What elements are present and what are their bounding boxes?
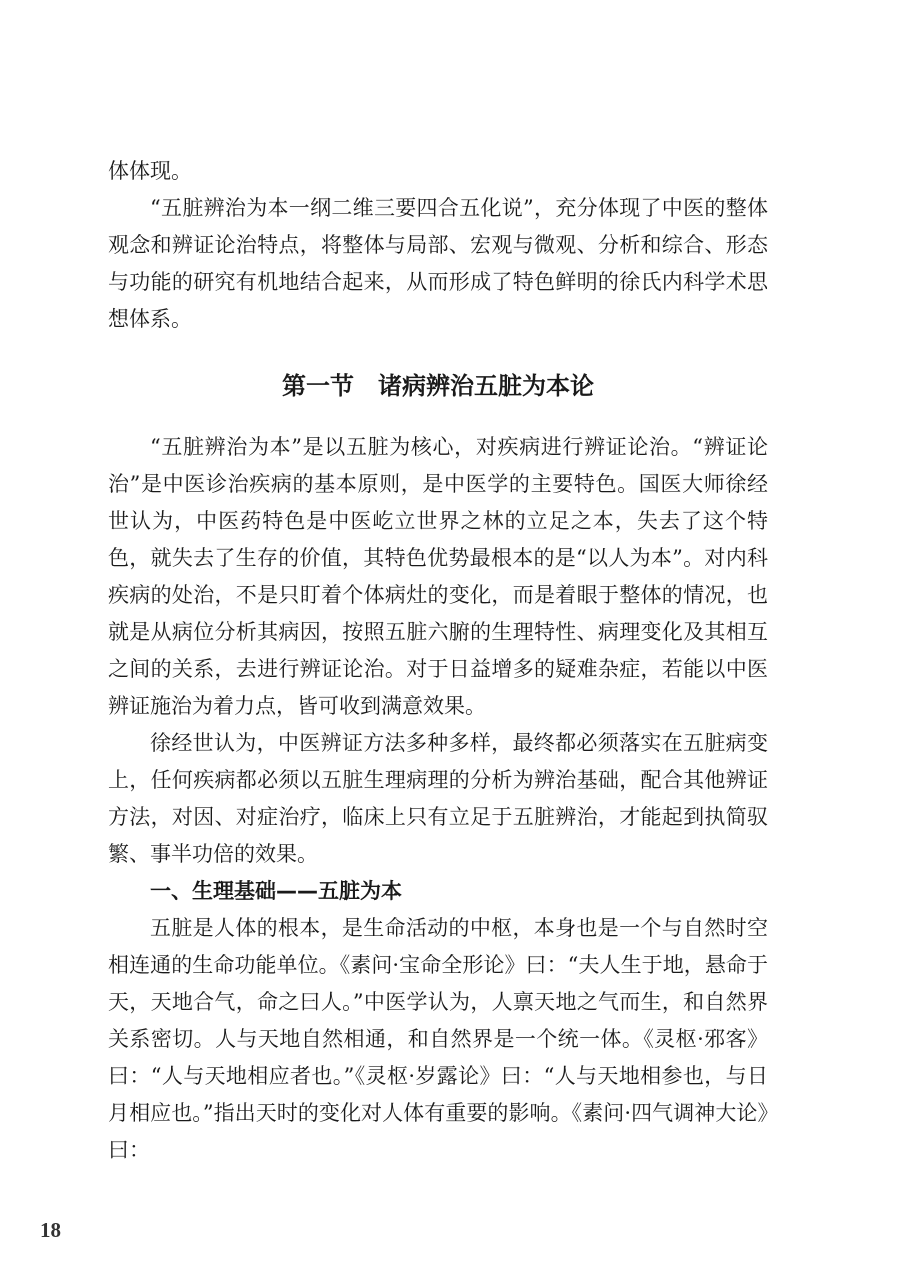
paragraph-continuation: 体体现。 <box>108 159 192 183</box>
paragraph-body-1: “五脏辨治为本”是以五脏为核心，对疾病进行辨证论治。“辨证论治”是中医诊治疾病的基本原则，是中医学的主要特色。国医大师徐经世认为，中医药特色是中医屹立世界之林的立足之本，失去了这个特色，就失去了生存的价值，其特色优势最根本的是“以人为本”。对内科疾病的处治，不是只盯着个体病灶的变化，而是着眼于整体的情况，也就是从病位分析其病因，按照五脏六腑的生理特性、病理变化及其相互之间的关系，去进行辨证论治。对于日益增多的疑难杂症，若能以中医辨证施治为着力点，皆可收到满意效果。 <box>108 435 768 718</box>
subsection-heading: 一、生理基础——五脏为本 <box>150 879 402 903</box>
section-heading: 第一节 诸病辨治五脏为本论 <box>282 372 594 400</box>
page-number: 18 <box>40 1218 61 1242</box>
paragraph-body-2: 徐经世认为，中医辨证方法多种多样，最终都必须落实在五脏病变上，任何疾病都必须以五脏生理病理的分析为辨治基础，配合其他辨证方法，对因、对症治疗，临床上只有立足于五脏辨治，才能起到执简驭繁、事半功倍的效果。 <box>108 731 768 866</box>
page-body <box>108 153 768 1169</box>
paragraph-intro: “五脏辨治为本一纲二维三要四合五化说”，充分体现了中医的整体观念和辨证论治特点，将整体与局部、宏观与微观、分析和综合、形态与功能的研究有机地结合起来，从而形成了特色鲜明的徐氏内科学术思想体系。 <box>108 196 768 331</box>
paragraph-body-3: 五脏是人体的根本，是生命活动的中枢，本身也是一个与自然时空相连通的生命功能单位。《素问·宝命全形论》曰：“夫人生于地，悬命于天，天地合气，命之曰人。”中医学认为，人禀天地之气而生，和自然界关系密切。人与天地自然相通，和自然界是一个统一体。《灵枢·邪客》曰：“人与天地相应者也。”《灵枢·岁露论》曰：“人与天地相参也，与日月相应也。”指出天时的变化对人体有重要的影响。《素问·四气调神大论》曰： <box>108 916 768 1162</box>
